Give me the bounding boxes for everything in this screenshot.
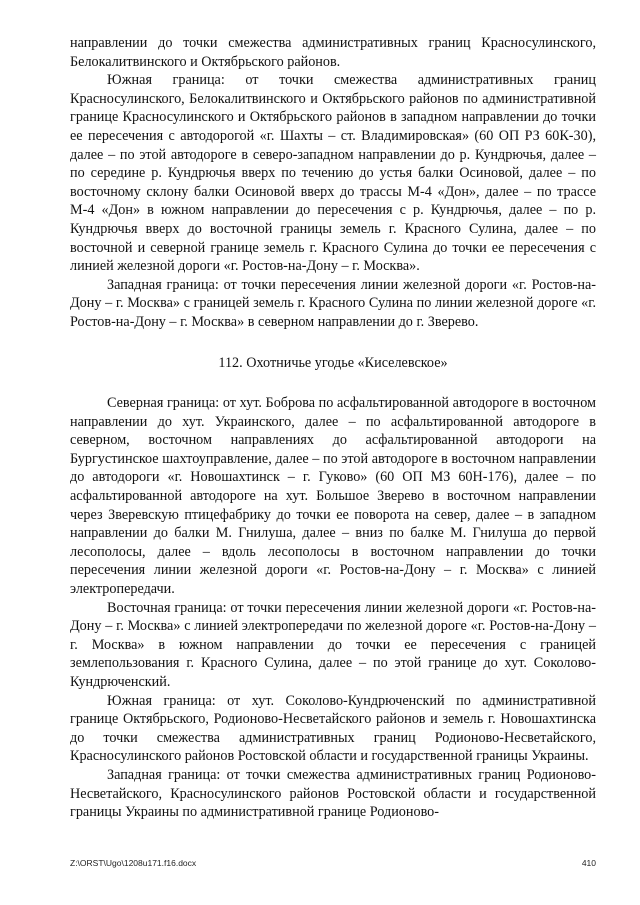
section-title: 112. Охотничье угодье «Киселевское» xyxy=(218,354,448,371)
page-number: 410 xyxy=(581,858,596,868)
paragraph-south-border: Южная граница: от точки смежества административных границ Красносулинского, Белокалитвинского и Октябрьского районов по административной границе Красносулинского и Октябрьского районов в западном направлении до точки ее пересечения с автодорогой «г. Шахты – ст. Владимировская» (60 ОП РЗ 60К-30), далее – по этой автодороге в северо-западном направлении до р. Кундрючья, далее – по середине р. Кундрючья вверх по течению до устья балки Осиновой, далее – по восточному склону балки Осиновой вверх до трассы М-4 «Дон», далее – по трассе М-4 «Дон» в южном направлении до пересечения с р. Кундрючья, далее – по р. Кундрючья вверх до восточной границы земель г. Красного Сулина, далее – по восточной и северной границе земель г. Красного Сулина до точки ее пересечения с линией железной дороги «г. Ростов-на-Дону – г. Москва». xyxy=(70,72,596,275)
paragraph-continuation: направлении до точки смежества административных границ Красносулинского, Белокалитвинского и Октябрьского районов. xyxy=(70,35,596,70)
file-path: Z:\ORST\Ugo\1208u171.f16.docx xyxy=(70,858,197,868)
paragraph-north-border: Северная граница: от хут. Боброва по асфальтированной автодороге в восточном направлении до хут. Украинского, далее – по асфальтированной автодороге в северном, восточном направлениях до асфальтированной автодороги на Бургустинское шахтоуправление, далее – по этой автодороге в восточном направлении до автодороги «г. Новошахтинск – г. Гуково» (60 ОП МЗ 60Н-176), далее – по асфальтированной автодороге на хут. Большое Зверево в восточном направлении через Зверевскую птицефабрику до точки ее поворота на север, далее – в западном направлении до балки М. Гнилуша, далее – вниз по балке М. Гнилуша до первой лесополосы, далее – вдоль лесополосы в восточном направлении до точки пересечения линии железной дороги «г. Ростов-на-Дону – г. Москва» с линией электропередачи. xyxy=(70,395,596,598)
paragraph-south-border-2: Южная граница: от хут. Соколово-Кундрюченский по административной границе Октябрьского, Родионово-Несветайского районов и земель г. Новошахтинска до точки смежества административных границ Родионово-Несветайского, Красносулинского районов Ростовской области и государственной границы Украины. xyxy=(70,692,596,765)
paragraph-west-border-2: Западная граница: от точки смежества административных границ Родионово-Несветайского, Красносулинского районов Ростовской области и государственной границы Украины по административной границе Родионово- xyxy=(70,766,596,821)
document-page xyxy=(70,34,596,822)
paragraph-east-border: Восточная граница: от точки пересечения линии железной дороги «г. Ростов-на-Дону – г. Москва» с линией электропередачи по железной дороге «г. Ростов-на-Дону – г. Москва» в южном направлении до точки ее пересечения с границей землепользования г. Красного Сулина, далее – по этой границе до хут. Соколово-Кундрюченский. xyxy=(70,599,596,690)
paragraph-west-border: Западная граница: от точки пересечения линии железной дороги «г. Ростов-на-Дону – г. Москва» с границей земель г. Красного Сулина по линии железной дороге «г. Ростов-на-Дону – г. Москва» в северном направлении до г. Зверево. xyxy=(70,276,596,330)
